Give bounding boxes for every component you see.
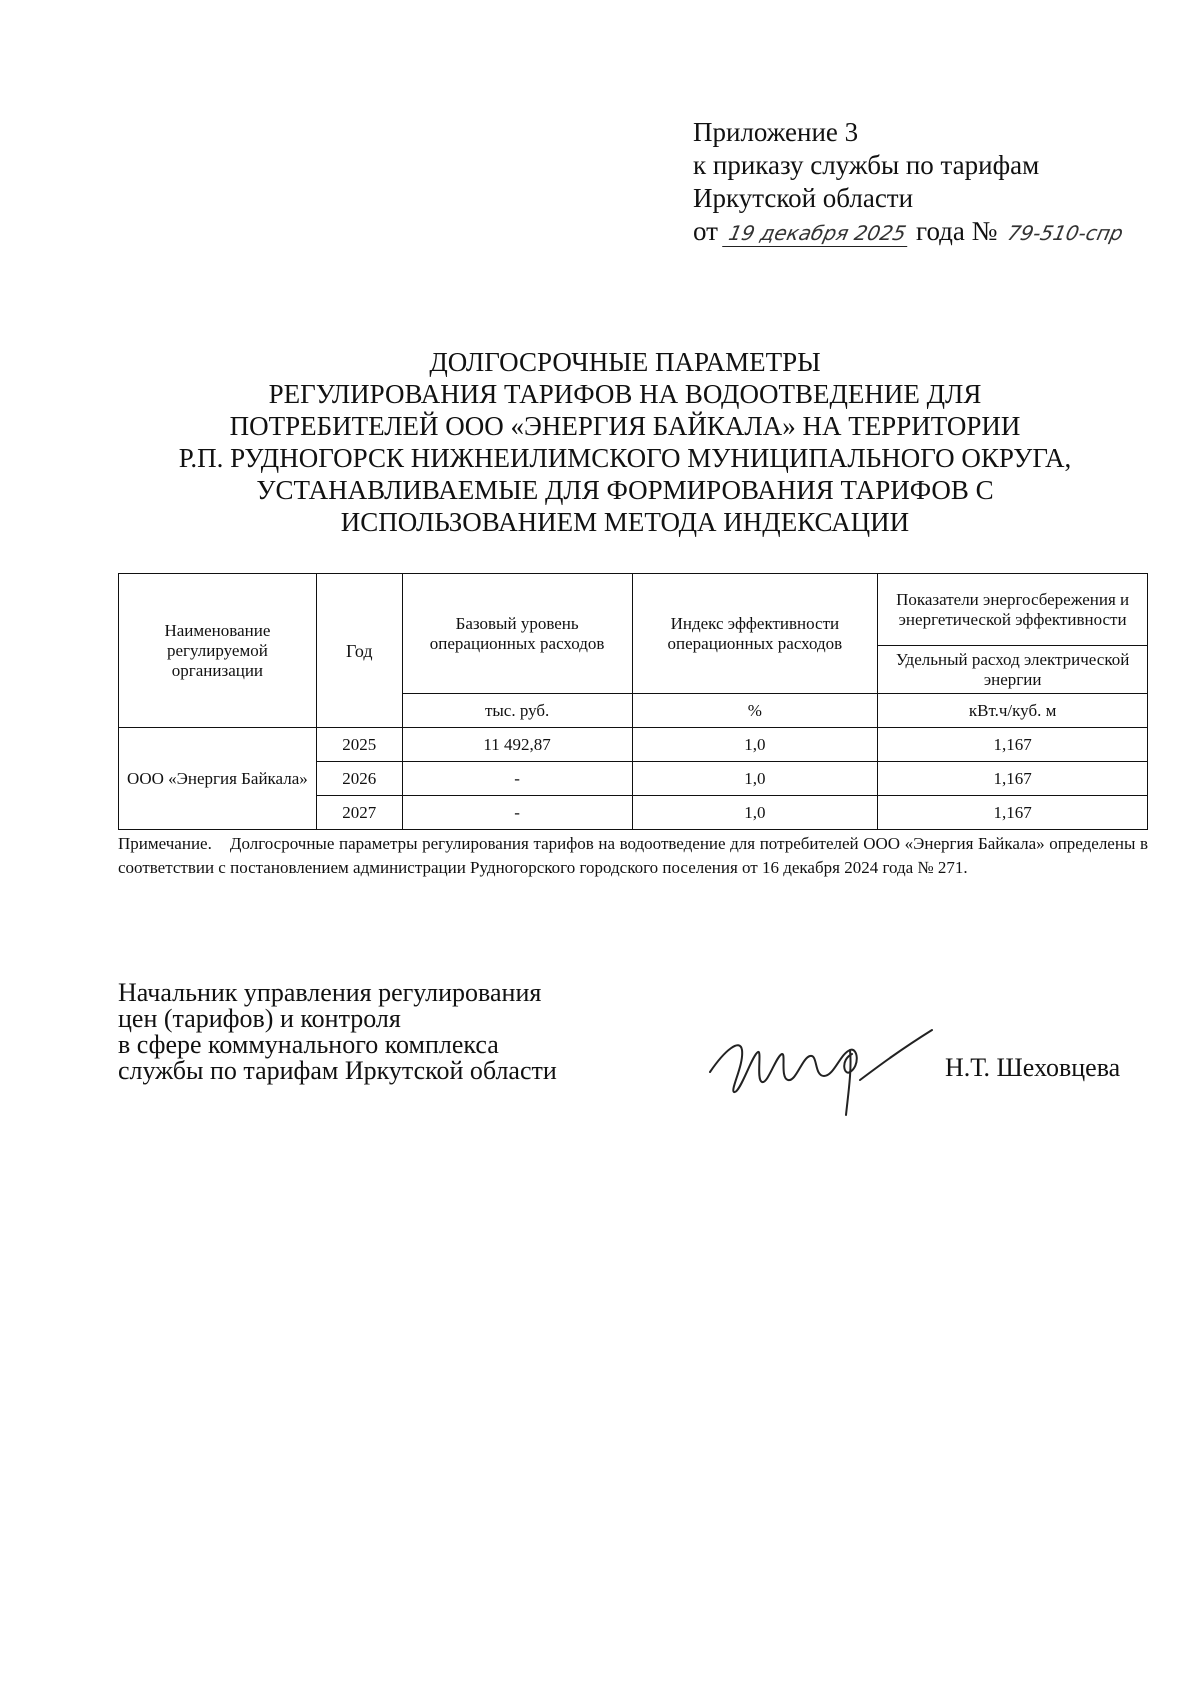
appendix-header [693, 116, 1192, 248]
year-cell: 2026 [316, 762, 402, 796]
unit-base-level: тыс. руб. [402, 694, 632, 728]
position-line: службы по тарифам Иркутской области [118, 1056, 557, 1085]
specific-consumption-cell: 1,167 [878, 762, 1148, 796]
year-word: года № [916, 216, 998, 246]
title-line: ИСПОЛЬЗОВАНИЕМ МЕТОДА ИНДЕКСАЦИИ [340, 507, 910, 537]
handwritten-order-number: 79-510-спр [1005, 221, 1126, 245]
specific-consumption-cell: 1,167 [878, 796, 1148, 830]
handwritten-signature [700, 1010, 940, 1120]
base-level-cell: 11 492,87 [402, 728, 632, 762]
document-title [150, 346, 1100, 538]
handwritten-date: 19 декабря 2025 [722, 220, 912, 247]
note-label: Примечание. [118, 834, 212, 853]
position-line: в сфере коммунального комплекса [118, 1030, 499, 1059]
table-note [118, 832, 1148, 880]
specific-consumption-cell: 1,167 [878, 728, 1148, 762]
position-line: цен (тарифов) и контроля [118, 1004, 401, 1033]
efficiency-index-cell: 1,0 [632, 762, 878, 796]
parameters-table [118, 573, 1148, 830]
unit-specific-consumption: кВт.ч/куб. м [878, 694, 1148, 728]
from-prefix: от [693, 216, 718, 246]
efficiency-index-cell: 1,0 [632, 728, 878, 762]
position-line: Начальник управления регулирования [118, 978, 542, 1007]
appendix-date-line [693, 215, 1192, 248]
title-line: РЕГУЛИРОВАНИЯ ТАРИФОВ НА ВОДООТВЕДЕНИЕ ДЛЯ [268, 379, 982, 409]
year-cell: 2027 [316, 796, 402, 830]
title-line: ПОТРЕБИТЕЛЕЙ ООО «ЭНЕРГИЯ БАЙКАЛА» НА ТЕРРИТОРИИ [229, 411, 1021, 441]
signatory-position [118, 980, 557, 1084]
header-specific-consumption: Удельный расход электрической энергии [878, 646, 1148, 694]
organization-name-cell: ООО «Энергия Байкала» [119, 728, 317, 830]
header-year: Год [316, 574, 402, 728]
header-base-level: Базовый уровень операционных расходов [402, 574, 632, 694]
title-line: УСТАНАВЛИВАЕМЫЕ ДЛЯ ФОРМИРОВАНИЯ ТАРИФОВ С [256, 475, 994, 505]
appendix-number: Приложение 3 [693, 117, 859, 147]
header-energy-group: Показатели энергосбережения и энергетической эффективности [878, 574, 1148, 646]
unit-efficiency-index: % [632, 694, 878, 728]
year-cell: 2025 [316, 728, 402, 762]
header-efficiency-index: Индекс эффективности операционных расходов [632, 574, 878, 694]
title-line: ДОЛГОСРОЧНЫЕ ПАРАМЕТРЫ [429, 347, 821, 377]
signatory-name: Н.Т. Шеховцева [945, 1053, 1121, 1082]
efficiency-index-cell: 1,0 [632, 796, 878, 830]
appendix-order-ref: к приказу службы по тарифам [693, 150, 1040, 180]
appendix-region: Иркутской области [693, 183, 914, 213]
title-line: Р.П. РУДНОГОРСК НИЖНЕИЛИМСКОГО МУНИЦИПАЛЬНОГО ОКРУГА, [178, 443, 1072, 473]
note-text: Долгосрочные параметры регулирования тарифов на водоотведение для потребителей ООО «Энергия Байкала» определены в соответствии с постановлением администрации Рудногорского городского поселения от 16 декабря 2024 года № 271. [118, 834, 1148, 877]
base-level-cell: - [402, 762, 632, 796]
base-level-cell: - [402, 796, 632, 830]
header-organization: Наименование регулируемой организации [119, 574, 317, 728]
table-row [119, 728, 1148, 762]
